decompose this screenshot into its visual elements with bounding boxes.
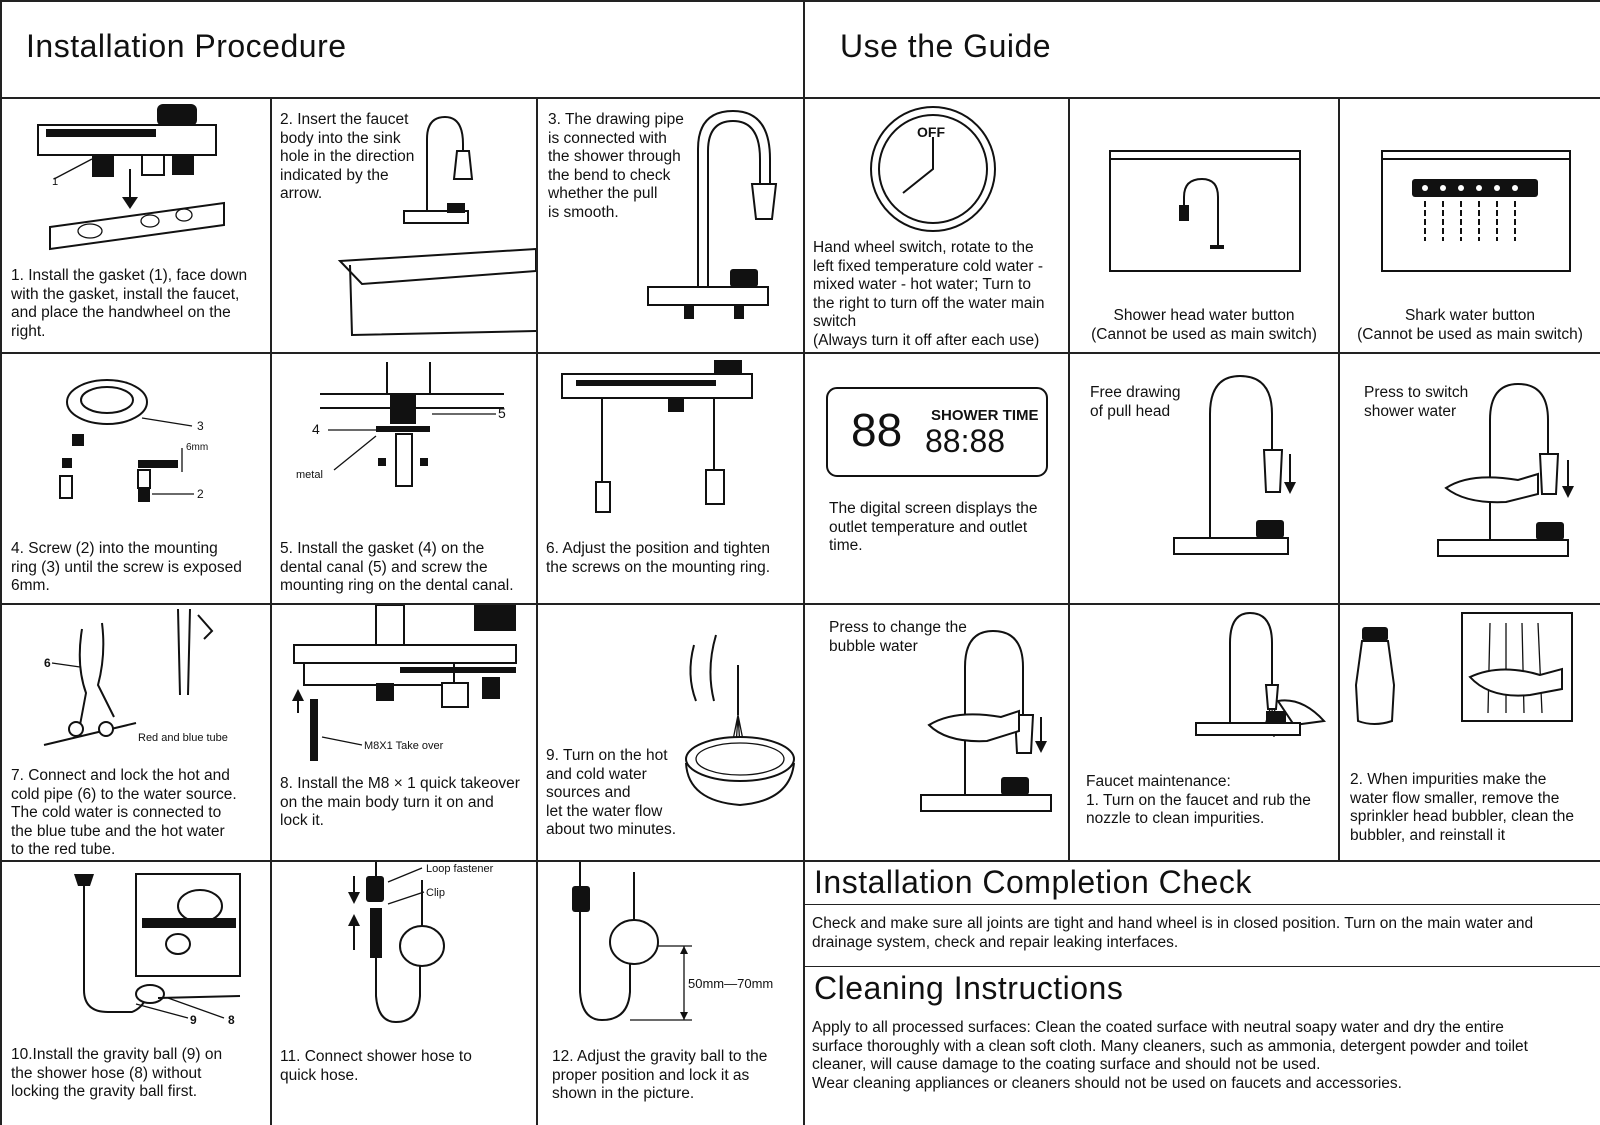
maintenance-1-caption: Faucet maintenance: 1. Turn on the faucet and rub the nozzle to clean impurities. (1086, 773, 1311, 827)
step-9-cell (538, 605, 803, 860)
bubble-switch-illustration (805, 605, 1068, 860)
press-switch-caption: Press to switch shower water (1364, 384, 1469, 420)
completion-check-title: Installation Completion Check (814, 864, 1252, 900)
digital-screen-caption: The digital screen displays the outlet temperature and outlet time. (829, 500, 1038, 554)
digital-screen-cell (805, 354, 1068, 603)
press-switch-cell (1340, 354, 1600, 603)
label-2: 2 (197, 487, 204, 501)
grid-line (804, 904, 1600, 905)
step-12-cell (538, 862, 803, 1125)
installation-procedure-heading: Installation Procedure (26, 28, 347, 64)
m8-takeover-label: M8X1 Take over (364, 740, 444, 752)
cleaning-instructions-text: Apply to all processed surfaces: Clean the coated surface with neutral soapy water and dry the entire surface thoroughly with a clean soft cloth. Many cleaners, such as ammonia, detergent powder and toilet cleaner, will cause damage to the coating surface and should not be used. Wear cleaning appliances or cleaners should not be used on faucets and accessories. (812, 1019, 1528, 1092)
label-9: 9 (190, 1013, 197, 1027)
display-digits-left: 88 (851, 404, 903, 456)
bubble-water-cell (805, 605, 1068, 860)
step-5-caption: 5. Install the gasket (4) on the dental canal (5) and screw the mounting ring on the dental canal. (280, 540, 514, 594)
step-3-caption: 3. The drawing pipe is connected with the shower through the bend to check whether the pull is smooth. (548, 111, 684, 221)
loop-fastener-label: Loop fastener (426, 863, 494, 875)
label-8: 8 (228, 1013, 235, 1027)
shark-button-caption: Shark water button (Cannot be used as main switch) (1357, 307, 1583, 343)
metal-label: metal (296, 469, 323, 481)
cleaning-instructions-title: Cleaning Instructions (814, 970, 1124, 1006)
hand-wheel-caption: Hand wheel switch, rotate to the left fixed temperature cold water - mixed water - hot water; Turn to the right to turn off the water main switch (Always turn it off after each use) (813, 239, 1045, 349)
step-1-caption: 1. Install the gasket (1), face down with the gasket, install the faucet, and place the handwheel on the right. (11, 267, 248, 340)
bubble-water-caption: Press to change the bubble water (829, 619, 967, 655)
off-label: OFF (917, 124, 945, 140)
step-3-cell (538, 99, 803, 352)
sink-insert-illustration (272, 99, 536, 352)
red-blue-tube-label: Red and blue tube (138, 732, 228, 744)
step-7-caption: 7. Connect and lock the hot and cold pipe (6) to the water source. The cold water is connected to the blue tube and the hot water to the red tube. (11, 767, 237, 858)
pull-hose-illustration (538, 99, 803, 352)
range-label: 50mm—70mm (688, 976, 774, 991)
step-5-cell (272, 354, 536, 603)
step-11-cell (272, 862, 536, 1125)
grid-line (0, 0, 1600, 2)
step-6-caption: 6. Adjust the position and tighten the screws on the mounting ring. (546, 540, 771, 576)
step-8-caption: 8. Install the M8 × 1 quick takeover on the main body turn it on and lock it. (280, 775, 520, 829)
step-10-caption: 10.Install the gravity ball (9) on the shower hose (8) without locking the gravity ball first. (11, 1046, 223, 1100)
grid-line (804, 966, 1600, 967)
six-mm-label: 6mm (186, 442, 209, 453)
label-6: 6 (44, 656, 51, 670)
label-3: 3 (197, 419, 204, 433)
shower-button-cell (1070, 99, 1338, 352)
step-4-cell (2, 354, 270, 603)
step-2-caption: 2. Insert the faucet body into the sink hole in the direction indicated by the arrow. (280, 111, 415, 202)
step-8-cell (272, 605, 536, 860)
step-2-cell (272, 99, 536, 352)
shower-time-label: SHOWER TIME (931, 407, 1039, 424)
free-drawing-cell (1070, 354, 1338, 603)
free-drawing-caption: Free drawing of pull head (1090, 384, 1181, 420)
hand-wheel-cell (805, 99, 1068, 352)
switch-shower-illustration (1340, 354, 1600, 603)
step-4-caption: 4. Screw (2) into the mounting ring (3) until the screw is exposed 6mm. (11, 540, 242, 594)
maintenance-2-caption: 2. When impurities make the water flow smaller, remove the sprinkler head bubbler, clean the bubbler, and reinstall it (1350, 771, 1575, 844)
step-12-caption: 12. Adjust the gravity ball to the proper position and lock it as shown in the picture. (552, 1048, 768, 1102)
shower-button-caption: Shower head water button (Cannot be used as main switch) (1091, 307, 1317, 343)
maintenance-2-cell (1340, 605, 1600, 860)
label-5: 5 (498, 405, 506, 421)
step-9-caption: 9. Turn on the hot and cold water sources and let the water flow about two minutes. (546, 747, 677, 838)
clip-label: Clip (426, 887, 445, 899)
maintenance-1-cell (1070, 605, 1338, 860)
label-1: 1 (52, 176, 59, 188)
label-4: 4 (312, 421, 320, 437)
digital-display-illustration (805, 354, 1068, 603)
step-1-cell (2, 99, 270, 352)
pull-head-illustration (1070, 354, 1338, 603)
step-10-cell (2, 862, 270, 1125)
step-11-caption: 11. Connect shower hose to quick hose. (280, 1048, 472, 1084)
completion-check-text: Check and make sure all joints are tight and hand wheel is in closed position. Turn on the main water and drainage system, check and repair leaking interfaces. (812, 915, 1534, 951)
use-the-guide-heading: Use the Guide (840, 28, 1052, 64)
display-digits-right: 88:88 (925, 423, 1006, 459)
step-6-cell (538, 354, 803, 603)
connect-hose-illustration (272, 862, 536, 1125)
shark-button-cell (1340, 99, 1600, 352)
step-7-cell (2, 605, 270, 860)
